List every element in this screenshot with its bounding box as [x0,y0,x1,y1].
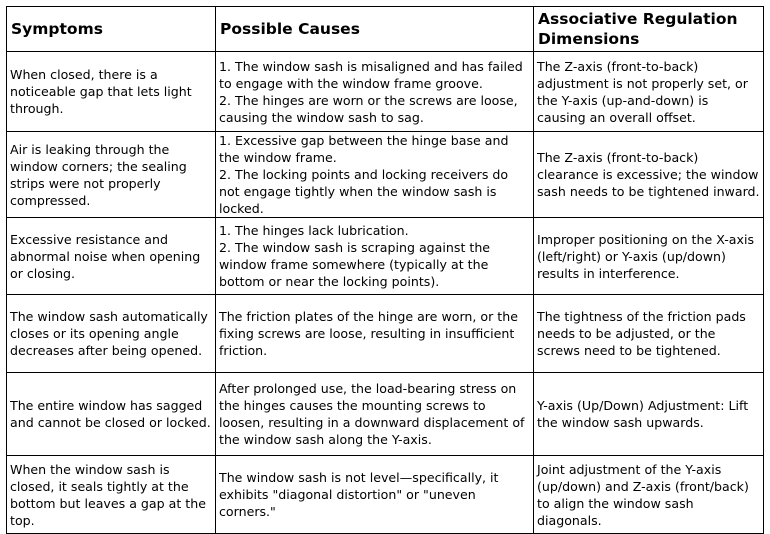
table-row [7,218,764,295]
header-symptoms: Symptoms [7,7,216,52]
dimension-cell: Improper positioning on the X-axis (left/right) or Y-axis (up/down) results in interference. [534,218,764,295]
cause-cell: 1. The window sash is misaligned and has failed to engage with the window frame groove. 2. The hinges are worn or the screws are loose, causing the window sash to sag. [216,52,534,132]
cause-cell: 1. The hinges lack lubrication. 2. The window sash is scraping against the window frame somewhere (typically at the bottom or near the locking points). [216,218,534,295]
table-row [7,52,764,132]
symptom-cell: The window sash automatically closes or its opening angle decreases after being opened. [7,295,216,373]
symptom-cell: When closed, there is a noticeable gap that lets light through. [7,52,216,132]
table-row [7,456,764,534]
dimension-cell: The tightness of the friction pads needs to be adjusted, or the screws need to be tightened. [534,295,764,373]
table-row [7,373,764,456]
cause-cell: 1. Excessive gap between the hinge base and the window frame. 2. The locking points and locking receivers do not engage tightly when the window sash is locked. [216,132,534,218]
dimension-cell: The Z-axis (front-to-back) adjustment is not properly set, or the Y-axis (up-and-down) is causing an overall offset. [534,52,764,132]
dimension-cell: The Z-axis (front-to-back) clearance is excessive; the window sash needs to be tightened inward. [534,132,764,218]
cause-cell: After prolonged use, the load-bearing stress on the hinges causes the mounting screws to loosen, resulting in a downward displacement of the window sash along the Y-axis. [216,373,534,456]
symptom-cell: Excessive resistance and abnormal noise when opening or closing. [7,218,216,295]
header-regulation-dimensions: Associative Regulation Dimensions [534,7,764,52]
troubleshooting-table [6,6,764,534]
table-row [7,132,764,218]
dimension-cell: Joint adjustment of the Y-axis (up/down) and Z-axis (front/back) to align the window sash diagonals. [534,456,764,534]
header-row [7,7,764,52]
symptom-cell: The entire window has sagged and cannot be closed or locked. [7,373,216,456]
table-row [7,295,764,373]
cause-cell: The friction plates of the hinge are worn, or the fixing screws are loose, resulting in insufficient friction. [216,295,534,373]
symptom-cell: When the window sash is closed, it seals tightly at the bottom but leaves a gap at the top. [7,456,216,534]
header-possible-causes: Possible Causes [216,7,534,52]
dimension-cell: Y-axis (Up/Down) Adjustment: Lift the window sash upwards. [534,373,764,456]
cause-cell: The window sash is not level—specifically, it exhibits "diagonal distortion" or "uneven corners." [216,456,534,534]
symptom-cell: Air is leaking through the window corners; the sealing strips were not properly compressed. [7,132,216,218]
